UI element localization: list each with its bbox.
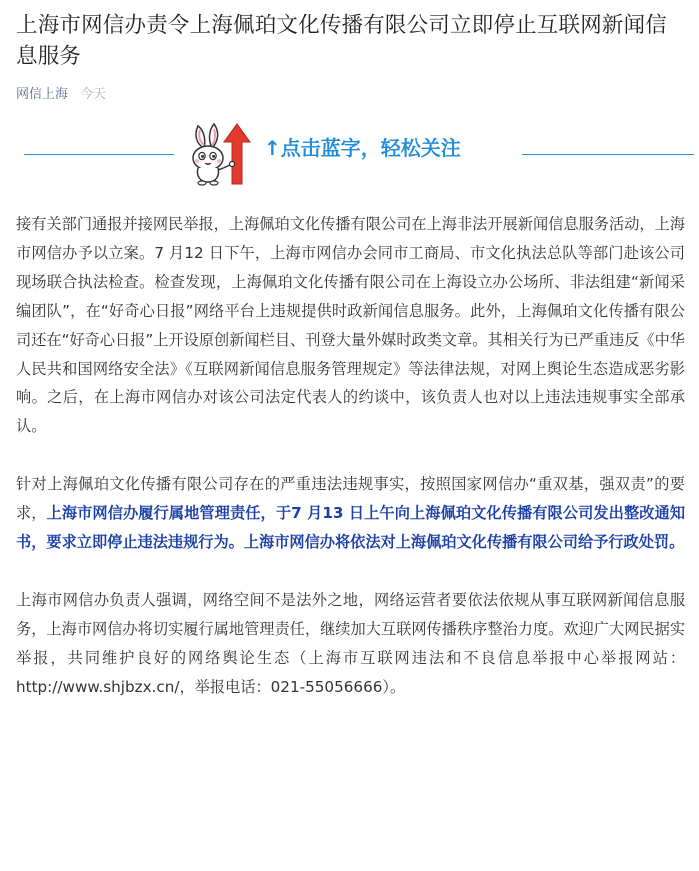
banner-divider-right [522,154,694,155]
article-paragraph-1: 接有关部门通报并接网民举报，上海佩珀文化传播有限公司在上海非法开展新闻信息服务活动，上海市网信办予以立案。7 月12 日下午，上海市网信办会同市工商局、市文化执法总队等部门赴该公司现场联合执法检查。检查发现，上海佩珀文化传播有限公司在上海设立办公场所、非法组建“新闻采编团队”，在“好奇心日报”网络平台上违规提供时政新闻信息服务。此外，上海佩珀文化传播有限公司还在“好奇心日报”上开设原创新闻栏目、刊登大量外媒时政类文章。其相关行为已严重违反《中华人民共和国网络安全法》《互联网新闻信息服务管理规定》等法律法规，对网上舆论生态造成恶劣影响。之后，在上海市网信办对该公司法定代表人的约谈中，该负责人也对以上违法违规事实全部承认。 [16,215,685,436]
paragraph-2-emphasis-text: 上海市网信办履行属地管理责任，于7 月13 日上午向上海佩珀文化传播有限公司发出整改通知书，要求立即停止违法违规行为。上海市网信办将依法对上海佩珀文化传播有限公司给予行政处罚。 [16,504,686,552]
follow-banner[interactable] [16,120,685,186]
article-body [16,210,685,702]
banner-divider-left [24,154,174,155]
article-meta [16,86,685,104]
account-name-link[interactable]: 网信上海 [16,87,69,102]
paragraph-2-normal-text: 针对上海佩珀文化传播有限公司存在的严重违法违规事实，按照国家网信办“重双基，强双责”的要求， [16,475,685,523]
follow-prompt-text[interactable]: ↑点击蓝字，轻松关注 [264,136,461,160]
article-title: 上海市网信办责令上海佩珀文化传播有限公司立即停止互联网新闻信息服务 [16,13,668,69]
article-paragraph-2 [16,470,685,557]
rabbit-mascot-icon [184,120,256,186]
article-paragraph-3: 上海市网信办负责人强调，网络空间不是法外之地，网络运营者要依法依规从事互联网新闻信息服务，上海市网信办将切实履行属地管理责任，继续加大互联网传播秩序整治力度。欢迎广大网民据实举报，共同维护良好的网络舆论生态（上海市互联网违法和不良信息举报中心举报网站：http://www.shjbzx.cn/，举报电话：021-55056666）。 [16,590,685,696]
publish-date: 今天 [80,87,107,102]
